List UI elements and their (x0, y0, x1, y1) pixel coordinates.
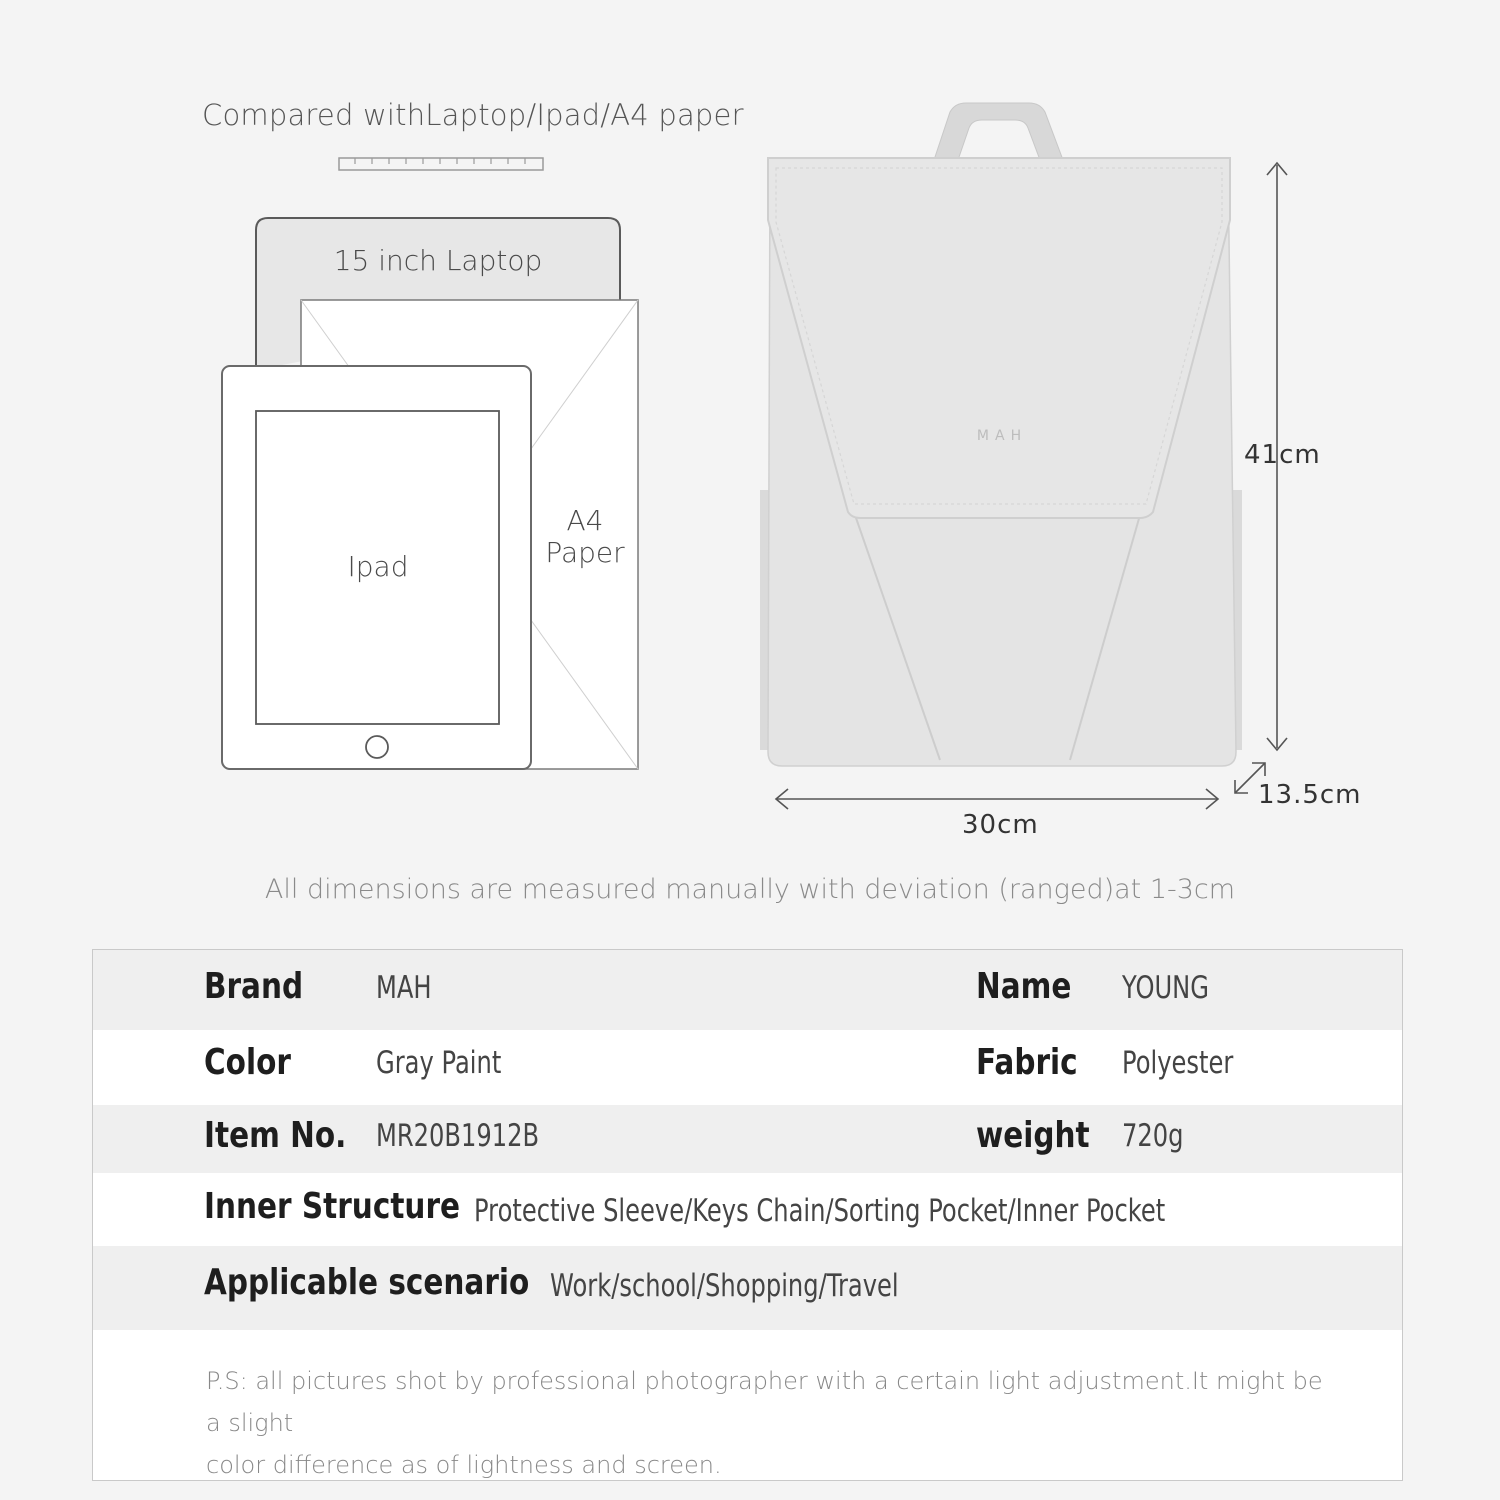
weight-value: 720g (1122, 1118, 1184, 1154)
disclaimer-line1: P.S: all pictures shot by professional photographer with a certain light adjustment.It might be a slight (206, 1367, 1323, 1437)
laptop-label: 15 inch Laptop (333, 244, 543, 277)
ruler-icon (339, 158, 543, 170)
height-dimension: 41cm (1244, 440, 1321, 470)
a4-label-line2: Paper (545, 536, 625, 569)
spec-row-scenario (93, 1246, 1402, 1330)
fabric-value: Polyester (1122, 1045, 1234, 1081)
depth-dimension: 13.5cm (1258, 780, 1362, 810)
dimension-note: All dimensions are measured manually with deviation (ranged)at 1-3cm (264, 874, 1236, 905)
scenario-key: Applicable scenario (204, 1262, 530, 1303)
weight-key: weight (976, 1115, 1090, 1156)
spec-row-inner (93, 1173, 1402, 1246)
item-no-value: MR20B1912B (376, 1118, 540, 1154)
comparison-title: Compared withLaptop/Ipad/A4 paper (202, 98, 744, 132)
spec-table (92, 949, 1403, 1481)
spec-row-color (93, 1030, 1402, 1105)
fabric-key: Fabric (976, 1042, 1078, 1083)
brand-key: Brand (204, 966, 304, 1007)
item-no-key: Item No. (204, 1115, 347, 1156)
ipad-label: Ipad (347, 550, 409, 583)
spec-row-item (93, 1105, 1402, 1173)
color-key: Color (204, 1042, 291, 1083)
inner-structure-key: Inner Structure (204, 1186, 461, 1227)
width-arrow (776, 789, 1218, 809)
photo-disclaimer (206, 1360, 1326, 1486)
name-key: Name (976, 966, 1072, 1007)
name-value: YOUNG (1122, 970, 1210, 1006)
spec-row-brand (93, 950, 1402, 1030)
scenario-value: Work/school/Shopping/Travel (550, 1268, 899, 1304)
width-dimension: 30cm (962, 810, 1039, 840)
brand-value: MAH (376, 970, 432, 1006)
disclaimer-line2: color difference as of lightness and screen. (206, 1451, 722, 1479)
inner-structure-value: Protective Sleeve/Keys Chain/Sorting Pocket/Inner Pocket (474, 1193, 1166, 1229)
color-value: Gray Paint (376, 1045, 502, 1081)
a4-label-line1: A4 (566, 504, 604, 537)
a4-paper-label (540, 505, 630, 569)
bag-logo: MAH (976, 428, 1028, 444)
